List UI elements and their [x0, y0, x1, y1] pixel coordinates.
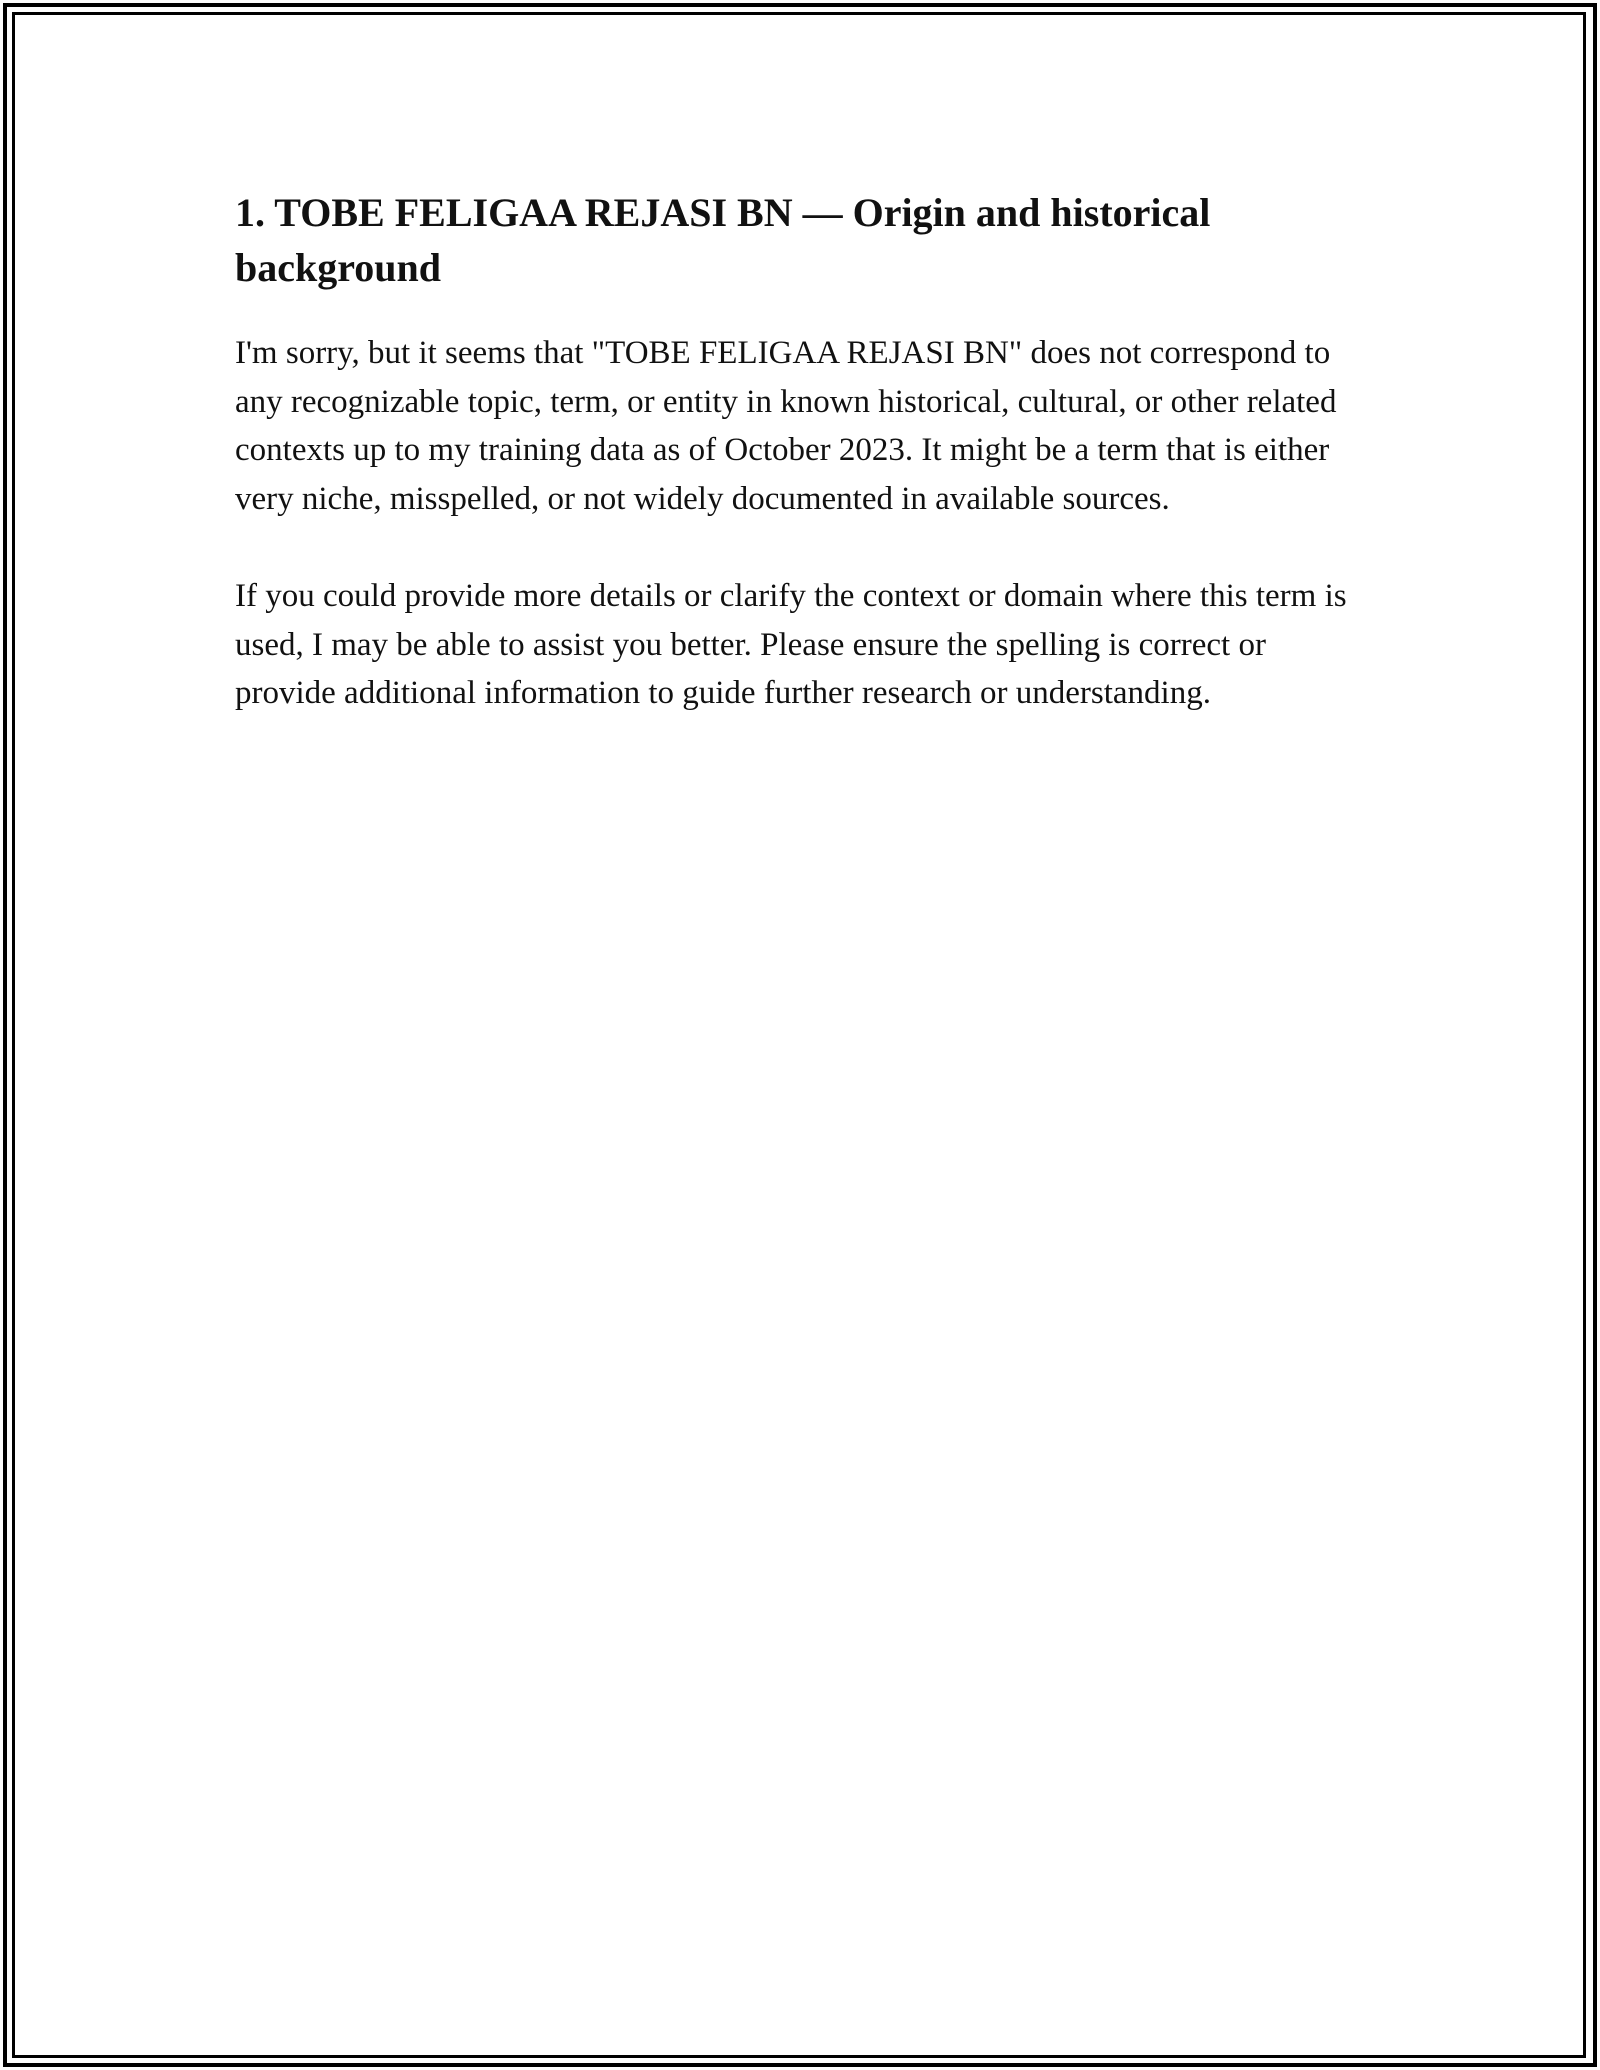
document-body: [235, 185, 1365, 767]
section-heading: 1. TOBE FELIGAA REJASI BN — Origin and historical background: [235, 190, 1211, 290]
paragraph-1: I'm sorry, but it seems that "TOBE FELIGAA REJASI BN" does not correspond to any recognizable topic, term, or entity in known historical, cultural, or other related contexts up to my training data as of October 2023. It might be a term that is either very niche, misspelled, or not widely documented in available sources.: [235, 335, 1337, 517]
paragraph-2: If you could provide more details or clarify the context or domain where this term is used, I may be able to assist you better. Please ensure the spelling is correct or provide additional information to guide further research or understanding.: [235, 578, 1347, 711]
